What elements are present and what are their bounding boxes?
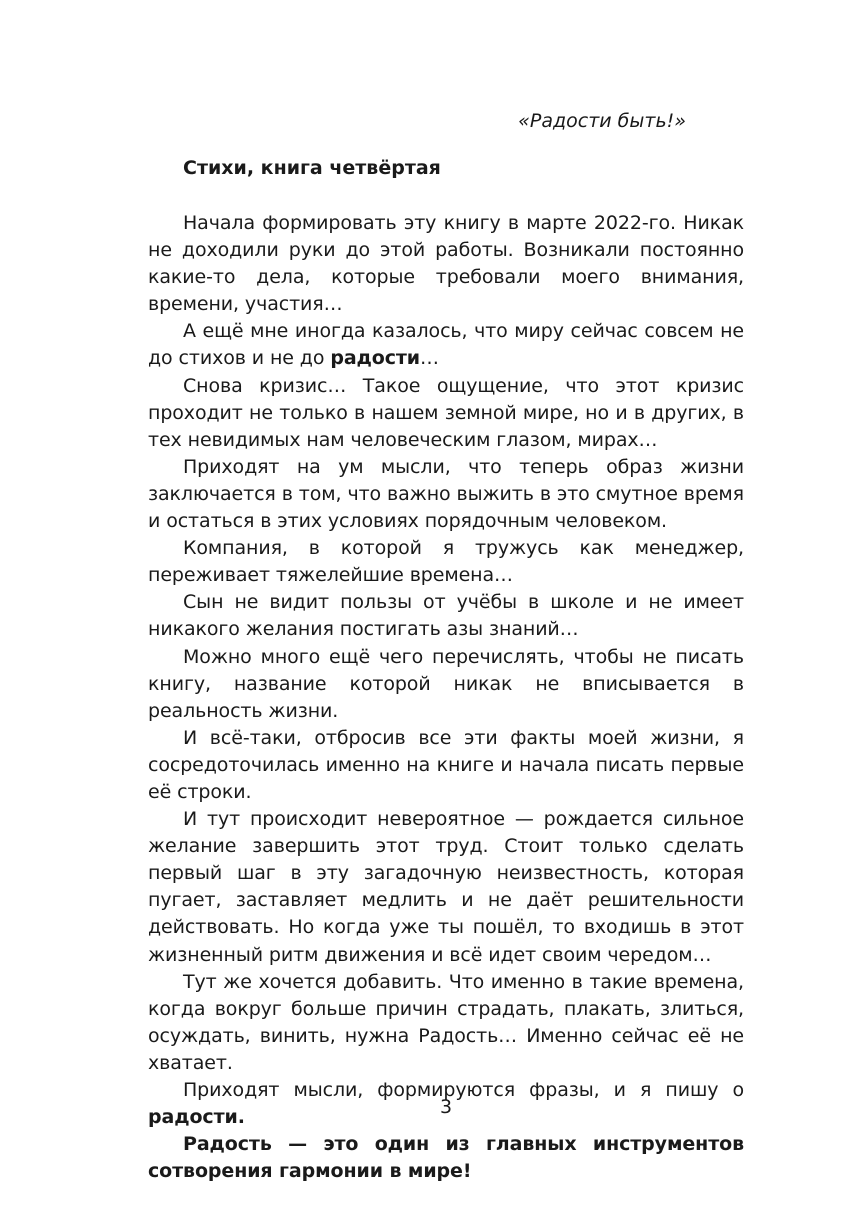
epigraph: «Радости быть!» bbox=[518, 110, 686, 132]
paragraph-12 bbox=[148, 1131, 744, 1185]
subtitle: Стихи, книга четвёртая bbox=[183, 157, 441, 179]
paragraph-2-bold: радости bbox=[330, 347, 421, 370]
paragraph-4: Приходят на ум мысли, что теперь образ жизни заключается в том, что важно выжить в это смутное время и остаться в этих условиях порядочным человеком. bbox=[148, 455, 744, 533]
page-number: 3 bbox=[439, 1096, 453, 1118]
body-text bbox=[148, 210, 744, 1185]
paragraph-12-bold: Радость — это один из главных инструментов сотворения гармонии в мире! bbox=[148, 1133, 744, 1183]
paragraph-10: Тут же хочется добавить. Что именно в такие времена, когда вокруг больше причин страдать, плакать, злиться, осуждать, винить, нужна Радость… Именно сейчас её не хватает. bbox=[148, 970, 744, 1074]
paragraph-2 bbox=[148, 318, 744, 372]
paragraph-6: Сын не видит пользы от учёбы в школе и не имеет никакого желания постигать азы знаний… bbox=[148, 591, 744, 641]
paragraph-2-tail: … bbox=[420, 347, 439, 370]
paragraph-11-bold: радости. bbox=[148, 1106, 245, 1129]
paragraph-1: Начала формировать эту книгу в марте 2022-го. Никак не доходили руки до этой работы. Возникали постоянно какие-то дела, которые требовали моего внимания, времени, участия… bbox=[148, 212, 744, 316]
paragraph-8: И всё-таки, отбросив все эти факты моей жизни, я сосредоточилась именно на книге и начала писать первые её строки. bbox=[148, 726, 744, 803]
paragraph-5: Компания, в которой я тружусь как менеджер, переживает тяжелейшие времена… bbox=[148, 537, 744, 587]
paragraph-3: Снова кризис… Такое ощущение, что этот кризис проходит не только в нашем земной мире, но и в других, в тех невидимых нам человеческим глазом, мирах… bbox=[148, 374, 744, 451]
paragraph-11-text: Приходят мысли, формируются фразы, и я пишу о bbox=[183, 1079, 744, 1101]
paragraph-7: Можно много ещё чего перечислять, чтобы не писать книгу, название которой никак не вписывается в реальность жизни. bbox=[148, 645, 744, 722]
paragraph-9: И тут происходит невероятное — рождается сильное желание завершить этот труд. Стоит только сделать первый шаг в эту загадочную неизвестность, которая пугает, заставляет медлить и не даёт решительности действовать. Но когда уже ты пошёл, то входишь в этот жизненный ритм движения и всё идет своим чередом… bbox=[148, 808, 744, 966]
paragraph-2-text: А ещё мне иногда казалось, что миру сейчас совсем не до стихов и не до bbox=[148, 320, 744, 370]
